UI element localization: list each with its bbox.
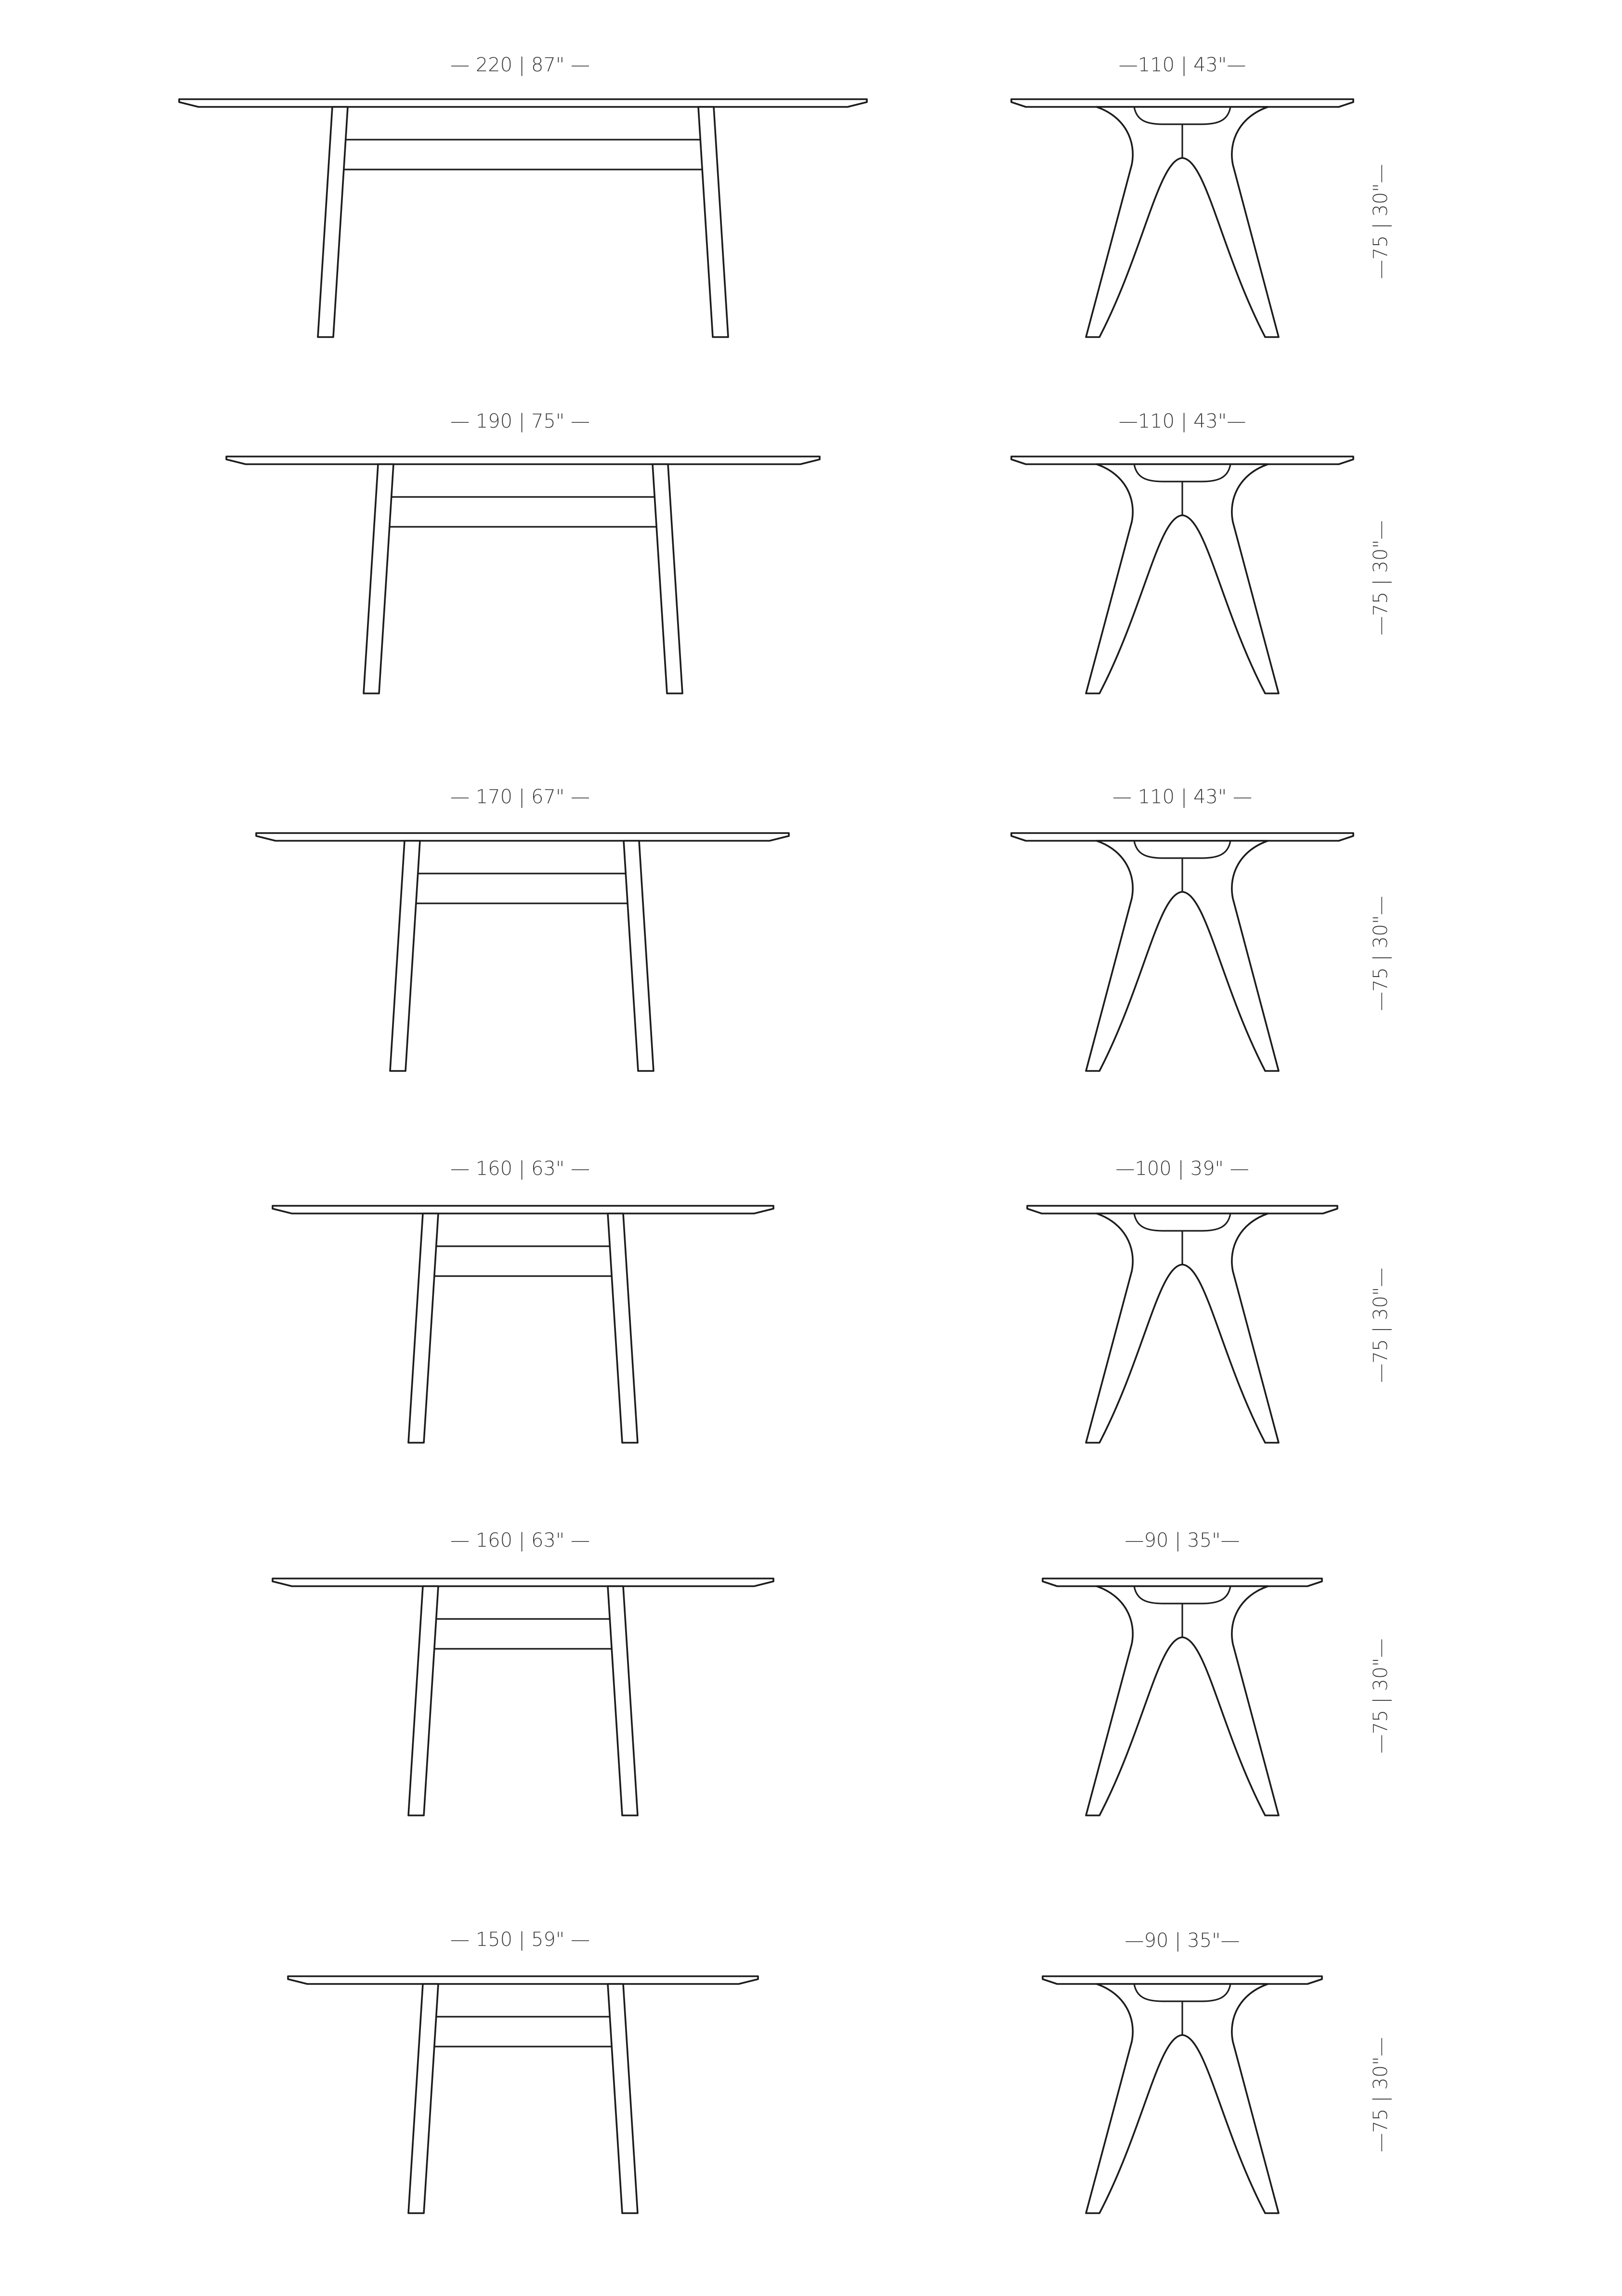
right-leg [608,1586,638,1815]
side-elevation [179,99,867,337]
size-row-3 [256,786,1392,1071]
width-label: —110 | 43"— [1118,54,1246,76]
tabletop [179,99,867,107]
left-leg [318,107,348,337]
length-label: — 160 | 63" — [450,1529,590,1552]
left-leg [364,464,393,693]
side-elevation [226,457,820,693]
right-leg [698,107,728,337]
height-label: —75 | 30"— [1370,2037,1392,2152]
width-label: — 110 | 43" — [1112,786,1252,808]
size-row-1 [179,54,1392,337]
tabletop [288,1976,758,1984]
tabletop [256,833,789,841]
left-leg [390,841,420,1071]
width-label: —90 | 35"— [1125,1529,1240,1552]
length-label: — 160 | 63" — [450,1158,590,1180]
side-elevation [273,1578,773,1815]
length-label: — 190 | 75" — [450,410,590,432]
size-row-6 [288,1929,1392,2213]
tabletop [1043,1976,1322,1984]
end-elevation [1043,1578,1322,1815]
size-row-5 [273,1529,1392,1815]
height-label: —75 | 30"— [1370,1267,1392,1383]
tabletop [1011,457,1353,464]
end-elevation [1043,1976,1322,2213]
tabletop [273,1206,773,1213]
width-label: —110 | 43"— [1118,410,1246,432]
tabletop [273,1578,773,1586]
side-elevation [256,833,789,1071]
end-elevation [1011,457,1353,693]
height-label: —75 | 30"— [1370,896,1392,1011]
right-leg [624,841,654,1071]
height-label: —75 | 30"— [1370,164,1392,279]
side-elevation [273,1206,773,1443]
height-label: —75 | 30"— [1370,520,1392,636]
tabletop [1043,1578,1322,1586]
width-label: —100 | 39" — [1115,1158,1249,1180]
side-elevation [288,1976,758,2213]
tabletop [226,457,820,464]
tabletop [1011,99,1353,107]
left-leg [408,1213,438,1443]
right-leg [653,464,682,693]
end-elevation [1011,833,1353,1071]
left-leg [408,1984,438,2213]
length-label: — 220 | 87" — [450,54,590,76]
height-label: —75 | 30"— [1370,1638,1392,1754]
width-label: —90 | 35"— [1125,1930,1240,1952]
right-leg [608,1984,638,2213]
size-row-4 [273,1158,1392,1443]
length-label: — 150 | 59" — [450,1929,590,1951]
end-elevation [1011,99,1353,337]
end-elevation [1027,1206,1337,1443]
length-label: — 170 | 67" — [450,786,590,808]
tabletop [1011,833,1353,841]
right-leg [608,1213,638,1443]
tabletop [1027,1206,1337,1213]
left-leg [408,1586,438,1815]
size-row-2 [226,410,1392,693]
